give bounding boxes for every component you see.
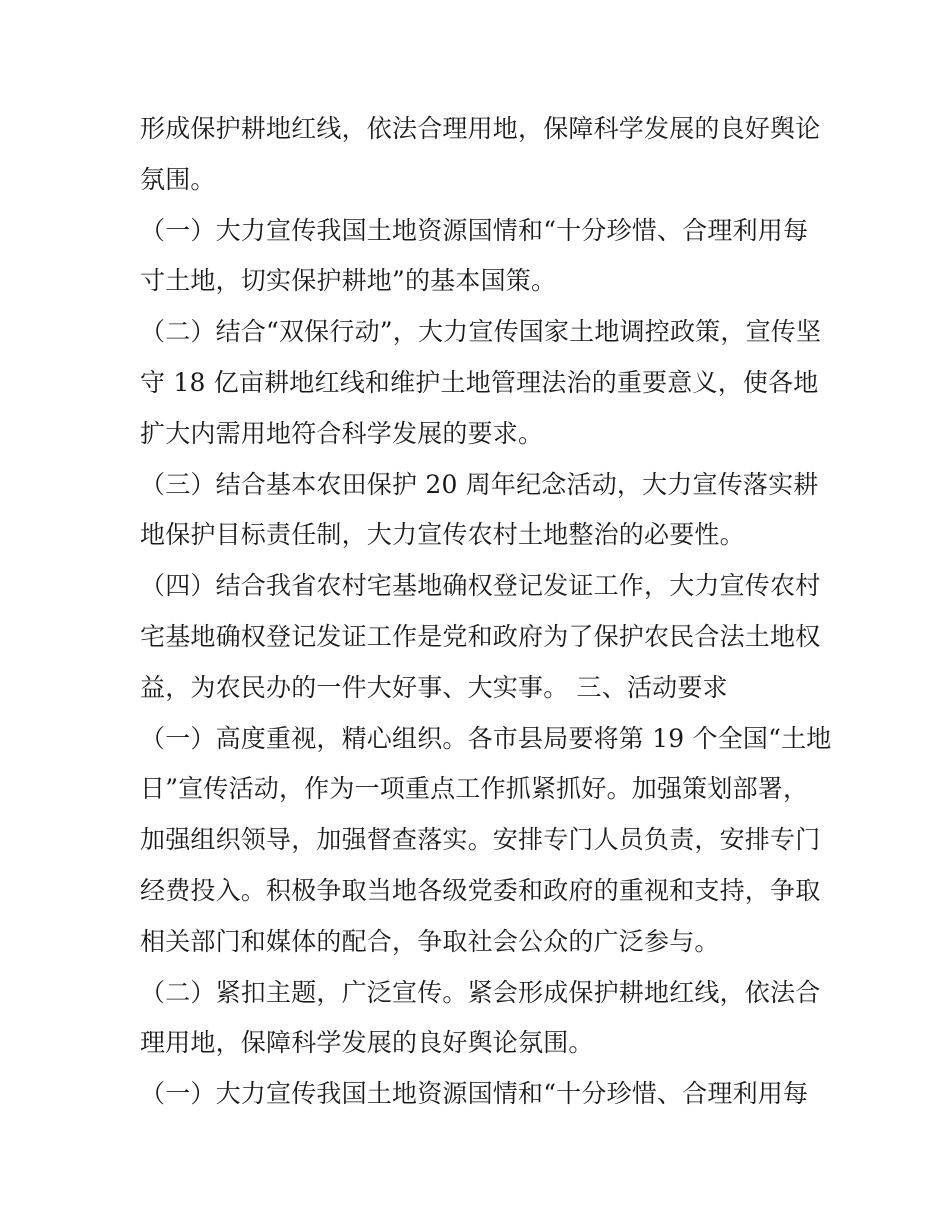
document-body — [140, 104, 832, 1120]
text-line: （一）大力宣传我国土地资源国情和“十分珍惜、合理利用每 — [140, 215, 809, 245]
text-line: 寸土地，切实保护耕地”的基本国策。 — [140, 266, 557, 296]
text-line: 形成保护耕地红线，依法合理用地，保障科学发展的良好舆论 — [140, 114, 821, 143]
text-line: 氛围。 — [140, 164, 216, 194]
text-line: 日”宣传活动，作为一项重点工作抓紧抓好。加强策划部署， — [140, 774, 809, 804]
text-line: 加强组织领导，加强督查落实。安排专门人员负责，安排专门 — [140, 825, 821, 855]
text-line: 地保护目标责任制，大力宣传农村土地整治的必要性。 — [140, 520, 745, 550]
text-line: 经费投入。积极争取当地各级党委和政府的重视和支持，争取 — [140, 875, 821, 905]
text-line: （二）紧扣主题，广泛宣传。紧会形成保护耕地红线，依法合 — [140, 977, 821, 1007]
text-line: （四）结合我省农村宅基地确权登记发证工作，大力宣传农村 — [140, 571, 821, 601]
text-line: （一）高度重视，精心组织。各市县局要将第 19 个全国“土地 — [140, 723, 832, 753]
text-line: 益，为农民办的一件大好事、大实事。 三、活动要求 — [140, 672, 728, 702]
text-line: （二）结合“双保行动”，大力宣传国家土地调控政策，宣传坚 — [140, 317, 822, 347]
text-line: 理用地，保障科学发展的良好舆论氛围。 — [140, 1028, 594, 1058]
text-line: 宅基地确权登记发证工作是党和政府为了保护农民合法土地权 — [140, 621, 821, 651]
text-line: 相关部门和媒体的配合，争取社会公众的广泛参与。 — [140, 926, 720, 956]
text-line: 扩大内需用地符合科学发展的要求。 — [140, 418, 544, 448]
text-line: （一）大力宣传我国土地资源国情和“十分珍惜、合理利用每 — [140, 1079, 809, 1109]
text-line: 守 18 亿亩耕地红线和维护土地管理法治的重要意义，使各地 — [140, 367, 819, 397]
text-line: （三）结合基本农田保护 20 周年纪念活动，大力宣传落实耕 — [140, 469, 819, 499]
